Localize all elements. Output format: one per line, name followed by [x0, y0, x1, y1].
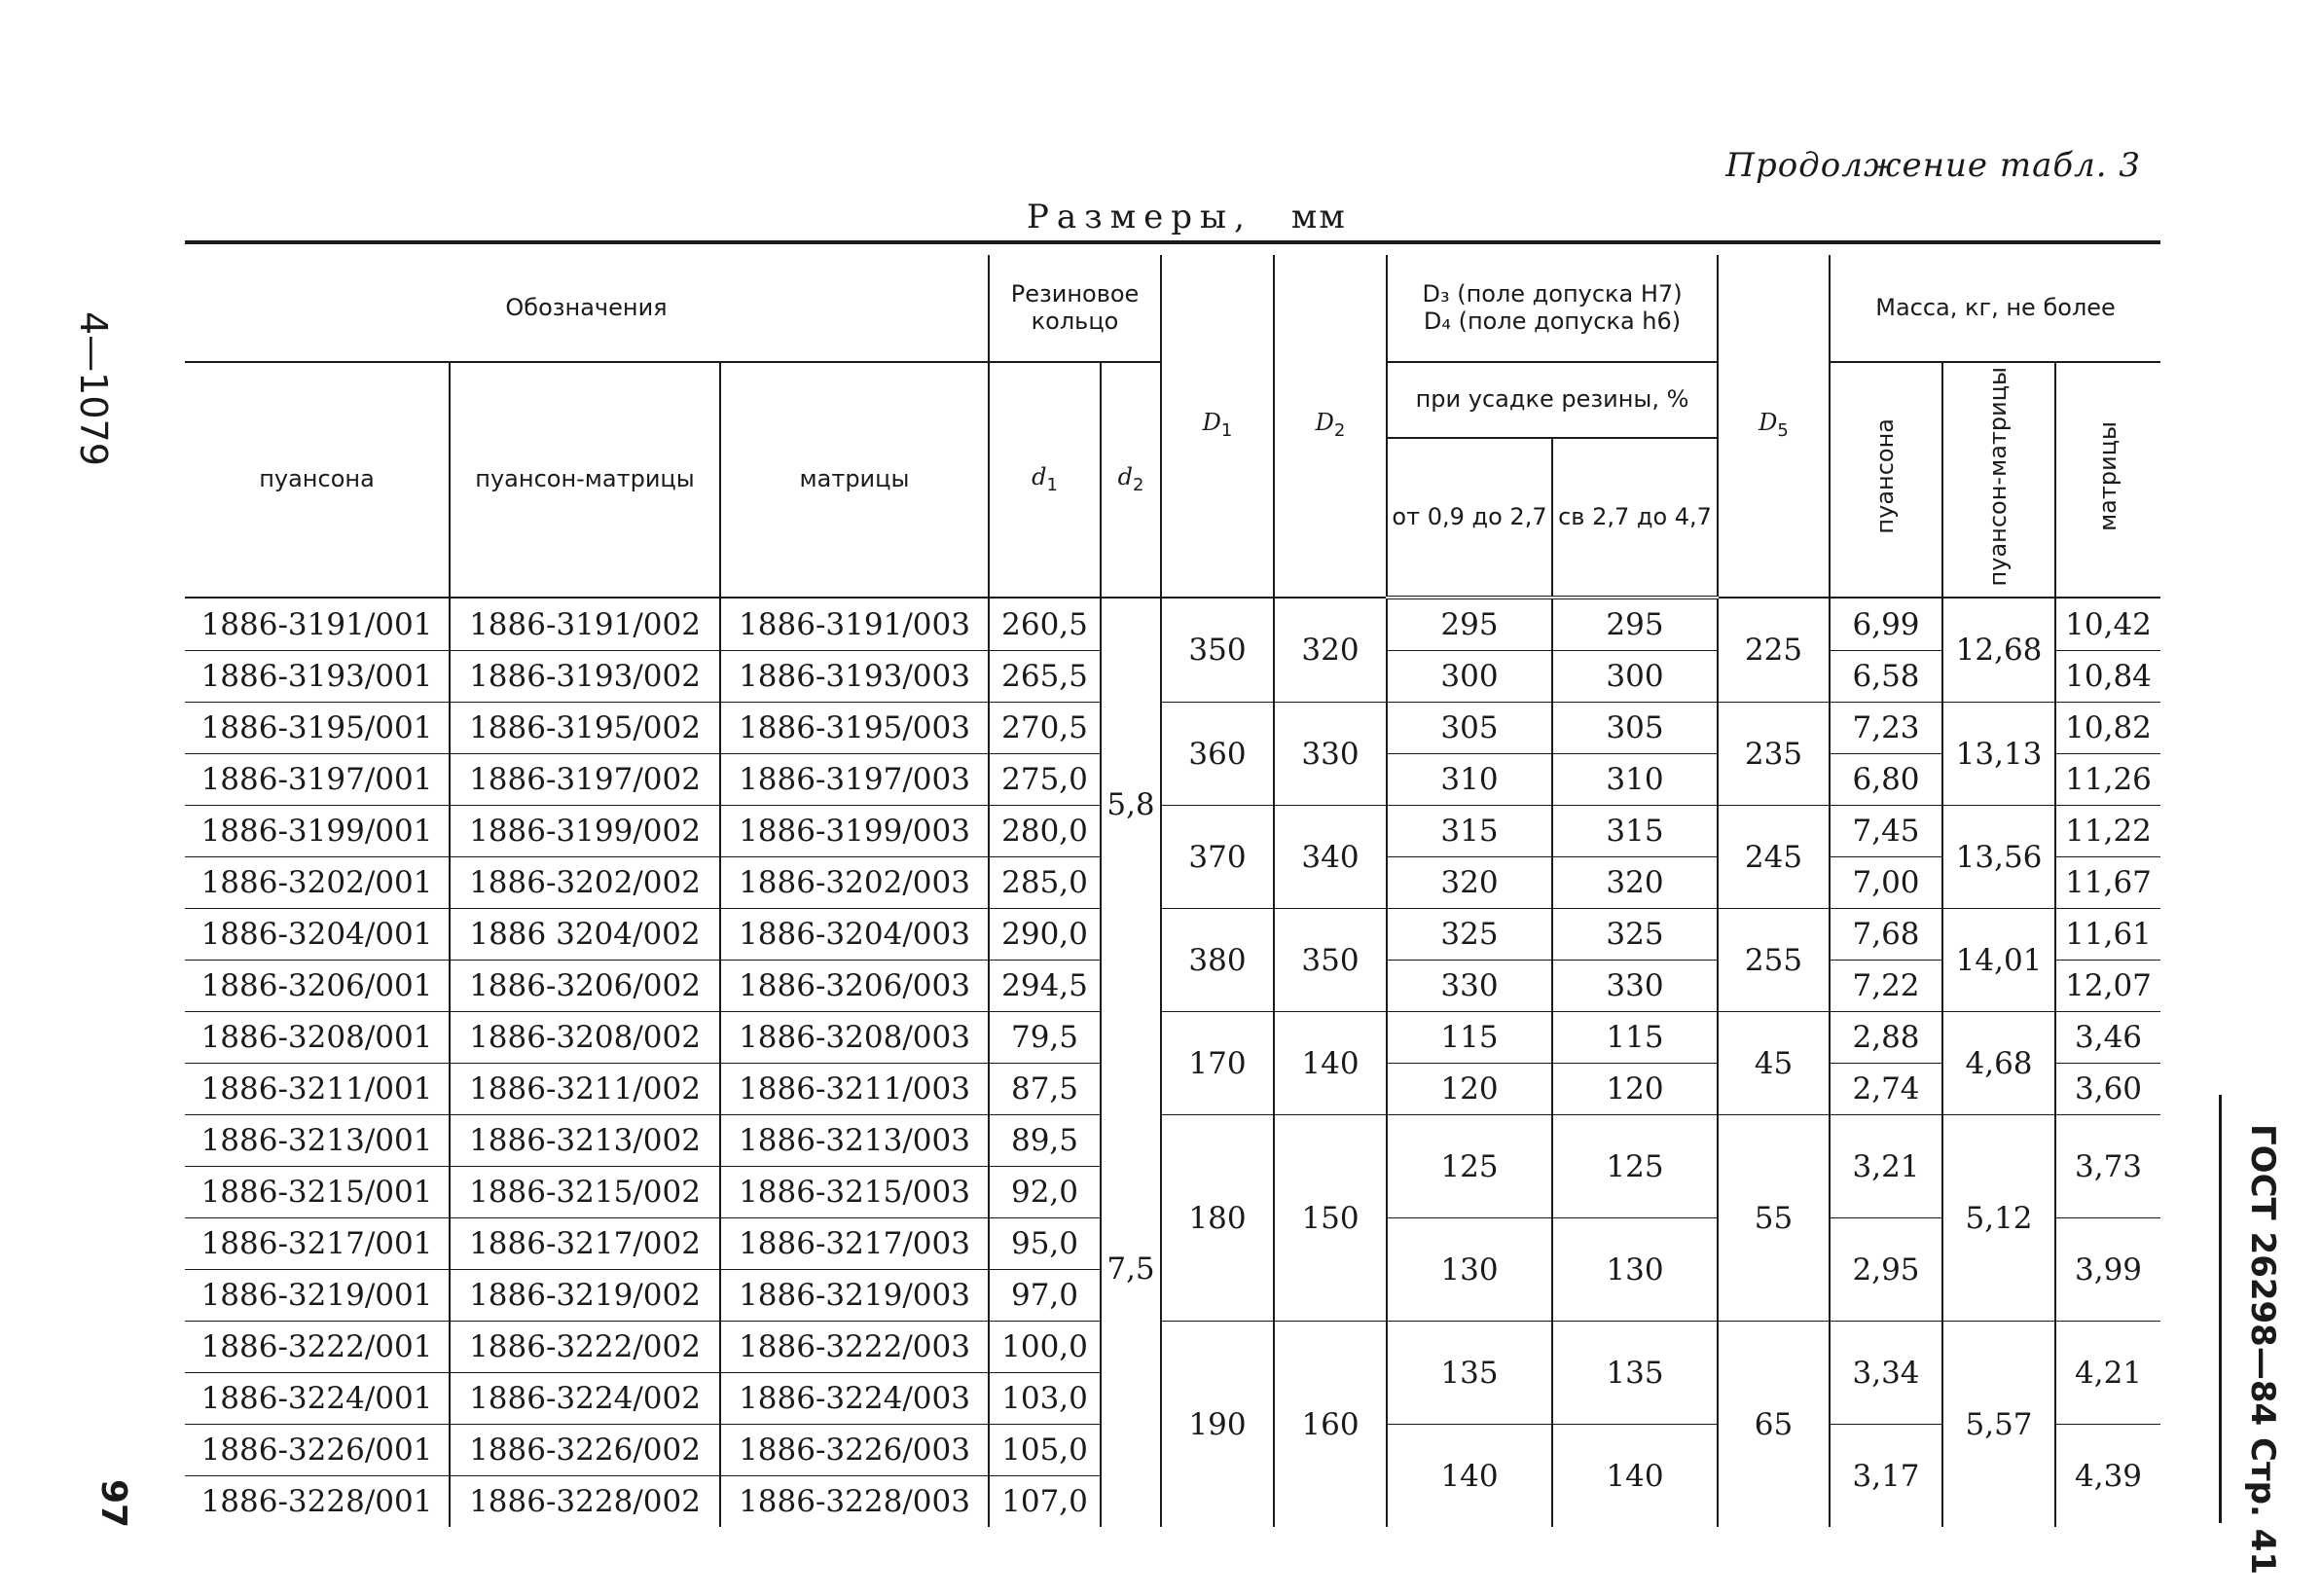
gost-standard-label: ГОСТ 26298—84 Стр. 41	[2243, 1124, 2282, 1576]
punch-cell: 1886-3193/001	[185, 651, 450, 703]
d1-cell: 87,5	[989, 1064, 1101, 1115]
D5-cell: 235	[1718, 703, 1830, 806]
mass-die-cell: 4,21	[2055, 1322, 2160, 1425]
D5-cell: 255	[1718, 909, 1830, 1012]
gost-side-rule	[2219, 1095, 2222, 1523]
D1-sub: 1	[1220, 420, 1233, 442]
d3-low-cell: 300	[1387, 651, 1552, 703]
d1-cell: 79,5	[989, 1012, 1101, 1064]
ring-d1-header	[989, 362, 1101, 598]
d2-sub: 2	[1132, 474, 1144, 495]
mass-punch-die-cell: 14,01	[1942, 909, 2055, 1012]
mass-punch-die-cell: 13,56	[1942, 806, 2055, 909]
punch-cell: 1886-3204/001	[185, 909, 450, 961]
d3-low-cell: 115	[1387, 1012, 1552, 1064]
top-rule	[185, 240, 2160, 244]
D1-cell: 190	[1161, 1322, 1274, 1528]
d1-col-header	[1161, 255, 1274, 598]
die-cell: 1886-3208/003	[720, 1012, 989, 1064]
die-cell: 1886-3222/003	[720, 1322, 989, 1373]
mass-punch-die-cell: 12,68	[1942, 598, 2055, 703]
punch-cell: 1886-3228/001	[200, 1484, 433, 1520]
mass-punch-cell: 7,00	[1830, 857, 1942, 909]
punch-cell: 1886-3195/001	[185, 703, 450, 754]
mass-die-cell: 10,42	[2055, 598, 2160, 651]
die-cell: 1886-3217/003	[720, 1218, 989, 1270]
punch-cell: 1886-3208/001	[185, 1012, 450, 1064]
d3-high-cell: 120	[1552, 1064, 1718, 1115]
D5-symbol: D	[1759, 409, 1778, 437]
punch-header: пуансона	[185, 362, 450, 598]
d3-high-cell: 130	[1552, 1218, 1718, 1322]
d1-cell: 260,5	[989, 598, 1101, 651]
punch-cell: 1886-3222/001	[185, 1322, 450, 1373]
punch-die-cell: 1886-3206/002	[450, 961, 720, 1012]
units-label: мм	[1290, 198, 1347, 236]
die-cell: 1886-3228/003	[720, 1476, 989, 1528]
mass-die-cell: 4,39	[2055, 1425, 2160, 1528]
die-cell: 1886-3202/003	[720, 857, 989, 909]
mass-punch-die-cell: 4,68	[1942, 1012, 2055, 1115]
mass-punch-cell: 6,58	[1830, 651, 1942, 703]
mass-punch-die-cell: 5,57	[1942, 1322, 2055, 1528]
mass-punch-die-cell: 13,13	[1942, 703, 2055, 806]
die-cell: 1886-3211/003	[720, 1064, 989, 1115]
punch-die-cell: 1886-3217/002	[450, 1218, 720, 1270]
d3-low-cell: 295	[1387, 598, 1552, 651]
d3-low-cell: 125	[1387, 1115, 1552, 1218]
mass-die-cell: 10,82	[2055, 703, 2160, 754]
mass-punch-die-cell: 5,12	[1942, 1115, 2055, 1322]
table-continuation-caption: Продолжение табл. 3	[1725, 146, 2141, 185]
mass-die-label: матрицы	[2093, 421, 2122, 532]
d1-sub: 1	[1046, 474, 1058, 495]
die-cell: 1886-3219/003	[720, 1270, 989, 1322]
d1-cell: 89,5	[989, 1115, 1101, 1167]
d3-low-cell: 325	[1387, 909, 1552, 961]
die-cell: 1886-3193/003	[720, 651, 989, 703]
table-row	[185, 703, 2160, 754]
D1-cell: 170	[1161, 1012, 1274, 1115]
d1-cell: 92,0	[989, 1167, 1101, 1218]
mass-die-cell: 3,46	[2055, 1012, 2160, 1064]
D1-symbol: D	[1202, 409, 1221, 437]
d2-group-cell: 5,8	[1101, 598, 1161, 1012]
d3-low-cell: 315	[1387, 806, 1552, 857]
d3-d4-header	[1387, 255, 1718, 362]
left-margin-number: 4—1079	[72, 311, 115, 466]
table-row	[185, 1322, 2160, 1373]
punch-die-cell: 1886-3195/002	[450, 703, 720, 754]
D5-cell: 55	[1718, 1115, 1830, 1322]
D2-cell: 160	[1274, 1322, 1387, 1528]
mass-header: Масса, кг, не более	[1830, 255, 2160, 362]
d3-high-cell: 140	[1552, 1425, 1718, 1528]
die-header: матрицы	[720, 362, 989, 598]
d4-tolerance: D₄ (поле допуска h6)	[1423, 307, 1682, 335]
punch-cell: 1886-3206/001	[185, 961, 450, 1012]
D1-cell: 380	[1161, 909, 1274, 1012]
d2-col-header	[1274, 255, 1387, 598]
mass-die-cell: 10,84	[2055, 651, 2160, 703]
mass-punch-cell: 3,17	[1830, 1425, 1942, 1528]
d1-cell: 285,0	[989, 857, 1101, 909]
d1-cell: 280,0	[989, 806, 1101, 857]
d1-cell: 97,0	[989, 1270, 1101, 1322]
d3-low-cell: 310	[1387, 754, 1552, 806]
mass-punch-die-label: пуансон-матрицы	[1984, 367, 2013, 587]
table-row	[185, 1012, 2160, 1064]
d1-cell: 100,0	[989, 1322, 1101, 1373]
d3-low-cell: 120	[1387, 1064, 1552, 1115]
ring-d2-header	[1101, 362, 1161, 598]
mass-die-cell: 12,07	[2055, 961, 2160, 1012]
D5-cell: 225	[1718, 598, 1830, 703]
d1-cell: 107,0	[989, 1476, 1101, 1528]
mass-die-cell: 11,22	[2055, 806, 2160, 857]
D1-cell: 360	[1161, 703, 1274, 806]
D5-cell: 245	[1718, 806, 1830, 909]
d3-high-cell: 320	[1552, 857, 1718, 909]
header-row-1	[185, 255, 2160, 362]
units-title-text: Размеры,	[1027, 198, 1252, 236]
D2-cell: 140	[1274, 1012, 1387, 1115]
D2-cell: 350	[1274, 909, 1387, 1012]
d3-low-cell: 135	[1387, 1322, 1552, 1425]
mass-punch-cell: 7,22	[1830, 961, 1942, 1012]
d3-low-cell: 140	[1387, 1425, 1552, 1528]
d3-low-cell: 330	[1387, 961, 1552, 1012]
D2-cell: 340	[1274, 806, 1387, 909]
punch-cell: 1886-3197/001	[185, 754, 450, 806]
d3-low-cell: 320	[1387, 857, 1552, 909]
table-row	[185, 909, 2160, 961]
die-cell: 1886-3206/003	[720, 961, 989, 1012]
die-cell: 1886-3226/003	[720, 1425, 989, 1476]
d2-group-cell: 7,5	[1101, 1012, 1161, 1528]
mass-punch-cell: 7,68	[1830, 909, 1942, 961]
d1-symbol: d	[1032, 462, 1047, 490]
units-title	[1027, 198, 1347, 236]
punch-die-cell: 1886-3191/002	[450, 598, 720, 651]
mass-punch-die-header	[1942, 362, 2055, 598]
D2-sub: 2	[1333, 420, 1346, 442]
d1-cell: 294,5	[989, 961, 1101, 1012]
mass-punch-cell: 7,23	[1830, 703, 1942, 754]
punch-die-cell: 1886-3197/002	[450, 754, 720, 806]
d1-cell: 290,0	[989, 909, 1101, 961]
d1-cell: 270,5	[989, 703, 1101, 754]
mass-punch-cell: 7,45	[1830, 806, 1942, 857]
table-row	[185, 1115, 2160, 1167]
punch-cell: 1886-3226/001	[185, 1425, 450, 1476]
punch-die-cell: 1886-3211/002	[450, 1064, 720, 1115]
punch-die-cell: 1886-3208/002	[450, 1012, 720, 1064]
D2-cell: 320	[1274, 598, 1387, 703]
punch-cell: 1886-3211/001	[185, 1064, 450, 1115]
d3-high-cell: 295	[1552, 598, 1718, 651]
mass-punch-header	[1830, 362, 1942, 598]
d3-high-cell: 135	[1552, 1322, 1718, 1425]
mass-die-cell: 3,99	[2055, 1218, 2160, 1322]
mass-die-cell: 3,73	[2055, 1115, 2160, 1218]
punch-cell: 1886-3217/001	[185, 1218, 450, 1270]
die-cell: 1886-3199/003	[720, 806, 989, 857]
mass-punch-cell: 6,80	[1830, 754, 1942, 806]
punch-cell: 1886-3219/001	[185, 1270, 450, 1322]
die-cell: 1886-3215/003	[720, 1167, 989, 1218]
d1-cell: 265,5	[989, 651, 1101, 703]
d3-high-cell: 315	[1552, 806, 1718, 857]
d1-cell: 105,0	[989, 1425, 1101, 1476]
punch-cell: 1886-3215/001	[185, 1167, 450, 1218]
mass-die-cell: 11,61	[2055, 909, 2160, 961]
d1-cell: 275,0	[989, 754, 1101, 806]
punch-cell: 1886-3199/001	[185, 806, 450, 857]
die-cell: 1886-3197/003	[720, 754, 989, 806]
punch-die-cell: 1886-3202/002	[450, 857, 720, 909]
range2-header: св 2,7 до 4,7	[1552, 438, 1718, 598]
die-cell: 1886-3224/003	[720, 1373, 989, 1425]
punch-die-cell: 1886-3215/002	[450, 1167, 720, 1218]
punch-die-cell: 1886-3228/002	[450, 1476, 720, 1528]
punch-die-cell: 1886-3226/002	[450, 1425, 720, 1476]
d2-symbol: d	[1117, 462, 1133, 490]
mass-die-cell: 11,26	[2055, 754, 2160, 806]
d3-high-cell: 325	[1552, 909, 1718, 961]
d3-high-cell: 305	[1552, 703, 1718, 754]
D1-cell: 180	[1161, 1115, 1274, 1322]
punch-die-cell: 1886-3199/002	[450, 806, 720, 857]
die-cell: 1886-3191/003	[720, 598, 989, 651]
d3-low-cell: 305	[1387, 703, 1552, 754]
designations-header: Обозначения	[185, 255, 989, 362]
D5-cell: 65	[1718, 1322, 1830, 1528]
d1-cell: 103,0	[989, 1373, 1101, 1425]
mass-punch-cell: 3,34	[1830, 1322, 1942, 1425]
D5-cell: 45	[1718, 1012, 1830, 1115]
rubber-ring-header: Резиновое кольцо	[989, 255, 1161, 362]
mass-punch-cell: 2,74	[1830, 1064, 1942, 1115]
D2-cell: 330	[1274, 703, 1387, 806]
d3-high-cell: 115	[1552, 1012, 1718, 1064]
mass-punch-cell: 3,21	[1830, 1115, 1942, 1218]
punch-cell: 1886-3191/001	[185, 598, 450, 651]
die-cell: 1886-3213/003	[720, 1115, 989, 1167]
mass-die-header	[2055, 362, 2160, 598]
d5-col-header	[1718, 255, 1830, 598]
d3-high-cell: 330	[1552, 961, 1718, 1012]
page-number: 97	[93, 1479, 133, 1529]
mass-die-cell: 3,60	[2055, 1064, 2160, 1115]
table-row	[185, 598, 2160, 651]
d3-high-cell: 300	[1552, 651, 1718, 703]
mass-punch-cell: 6,99	[1830, 598, 1942, 651]
d1-cell: 95,0	[989, 1218, 1101, 1270]
d3-high-cell: 125	[1552, 1115, 1718, 1218]
mass-punch-cell: 2,88	[1830, 1012, 1942, 1064]
punch-die-header: пуансон-матрицы	[450, 362, 720, 598]
punch-die-cell: 1886-3213/002	[450, 1115, 720, 1167]
table-row	[185, 806, 2160, 857]
shrinkage-header: при усадке резины, %	[1387, 362, 1718, 438]
mass-die-cell: 11,67	[2055, 857, 2160, 909]
D1-cell: 370	[1161, 806, 1274, 909]
d3-high-cell: 310	[1552, 754, 1718, 806]
D1-cell: 350	[1161, 598, 1274, 703]
punch-cell: 1886-3224/001	[185, 1373, 450, 1425]
punch-die-cell: 1886-3219/002	[450, 1270, 720, 1322]
d3-tolerance: D₃ (поле допуска H7)	[1422, 279, 1683, 308]
sizes-table	[185, 255, 2160, 1527]
punch-die-cell: 1886-3193/002	[450, 651, 720, 703]
d3-low-cell: 130	[1387, 1218, 1552, 1322]
D2-cell: 150	[1274, 1115, 1387, 1322]
D5-sub: 5	[1777, 420, 1789, 442]
range1-header: от 0,9 до 2,7	[1387, 438, 1552, 598]
punch-cell: 1886-3202/001	[185, 857, 450, 909]
punch-die-cell: 1886-3222/002	[450, 1322, 720, 1373]
die-cell: 1886-3204/003	[720, 909, 989, 961]
punch-cell: 1886-3213/001	[185, 1115, 450, 1167]
punch-die-cell: 1886 3204/002	[450, 909, 720, 961]
punch-die-cell: 1886-3224/002	[450, 1373, 720, 1425]
mass-punch-cell: 2,95	[1830, 1218, 1942, 1322]
mass-punch-label: пуансона	[1871, 418, 1900, 534]
die-cell: 1886-3195/003	[720, 703, 989, 754]
D2-symbol: D	[1315, 409, 1334, 437]
